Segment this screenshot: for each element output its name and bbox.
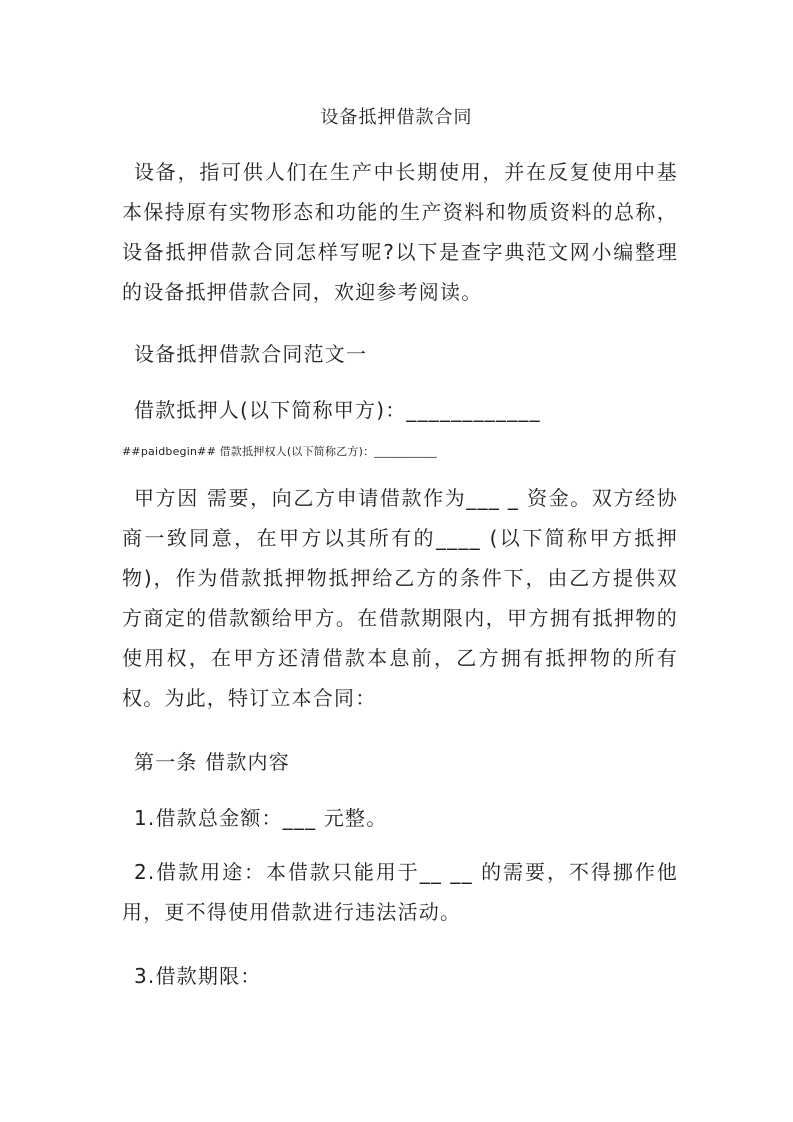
body-paragraph: 甲方因 需要，向乙方申请借款作为___ _ 资金。双方经协商一致同意，在甲方以其所有的____ (以下简称甲方抵押物)，作为借款抵押物抵押给乙方的条件下，由乙方提供双方商定的借款额给甲方。在借款期限内，甲方拥有抵押物的使用权，在甲方还清借款本息前，乙方拥有抵押物的所有权。为此，特订立本合同： [122, 486, 678, 710]
item-2-loan-purpose: 2.借款用途：本借款只能用于__ __ 的需要，不得挪作他用，更不得使用借款进行违法活动。 [122, 860, 678, 924]
article-1-heading: 第一条 借款内容 [134, 750, 290, 774]
party-a-line: 借款抵押人(以下简称甲方)：____________ [134, 398, 541, 422]
sample-heading: 设备抵押借款合同范文一 [134, 342, 368, 366]
item-3-loan-term: 3.借款期限： [134, 964, 262, 988]
party-b-line: ##paidbegin## 借款抵押权人(以下简称乙方)：___________ [122, 445, 437, 458]
item-1-total-amount: 1.借款总金额：___ 元整。 [134, 806, 388, 830]
intro-paragraph: 设备，指可供人们在生产中长期使用，并在反复使用中基本保持原有实物形态和功能的生产资料和物质资料的总称，设备抵押借款合同怎样写呢?以下是查字典范文网小编整理的设备抵押借款合同，欢迎参考阅读。 [122, 160, 678, 304]
document-title: 设备抵押借款合同 [320, 107, 473, 128]
